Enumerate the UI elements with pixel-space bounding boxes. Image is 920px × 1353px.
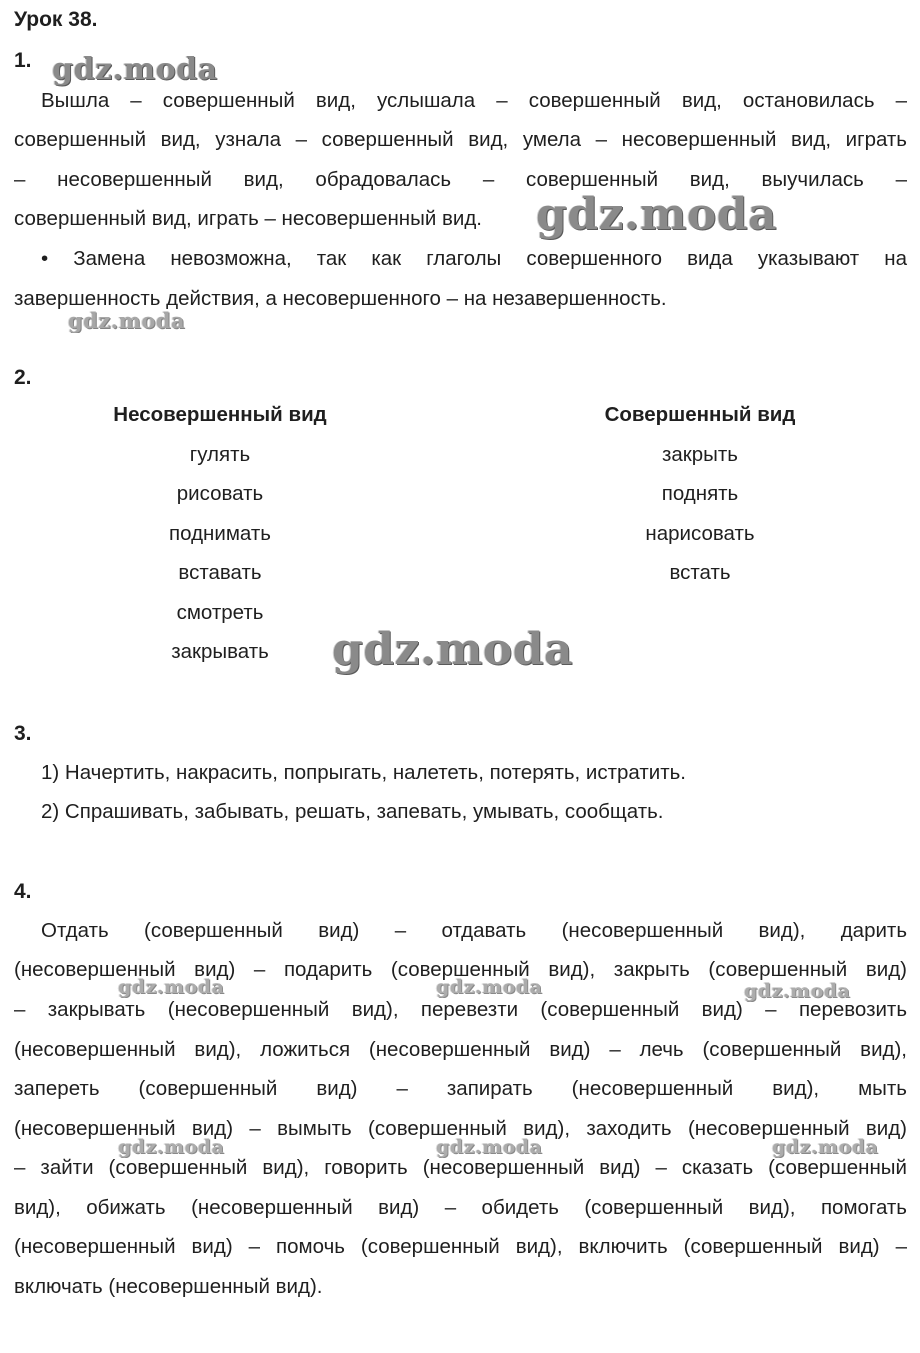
- imperfective-item: поднимать: [169, 522, 271, 545]
- task-4-line: – зайти (совершенный вид), говорить (несовершенный вид) – сказать (совершенный: [14, 1156, 907, 1179]
- perfective-item: нарисовать: [645, 522, 755, 545]
- task-4-line: (несовершенный вид) – вымыть (совершенный вид), заходить (несовершенный вид): [14, 1117, 907, 1140]
- perfective-item: встать: [669, 561, 731, 584]
- watermark: gdz.moda: [118, 1136, 225, 1158]
- task-3-number: 3.: [14, 722, 32, 745]
- task-1-note-line: завершенность действия, а несовершенного – на незавершенность.: [14, 287, 667, 310]
- lesson-title: Урок 38.: [14, 8, 98, 31]
- imperfective-heading: Несовершенный вид: [113, 403, 327, 426]
- task-2-number: 2.: [14, 366, 32, 389]
- watermark: gdz.moda: [52, 52, 218, 87]
- task-1-line: совершенный вид, узнала – совершенный вид, умела – несовершенный вид, играть: [14, 128, 907, 151]
- perfective-heading: Совершенный вид: [604, 403, 796, 426]
- task-3-line: 2) Спрашивать, забывать, решать, запевать, умывать, сообщать.: [41, 800, 664, 823]
- task-3-line: 1) Начертить, накрасить, попрыгать, налететь, потерять, истратить.: [41, 761, 686, 784]
- watermark: gdz.moda: [436, 976, 543, 998]
- watermark: gdz.moda: [118, 976, 225, 998]
- watermark: gdz.moda: [772, 1136, 879, 1158]
- task-1-line: – несовершенный вид, обрадовалась – совершенный вид, выучилась –: [14, 168, 907, 191]
- task-4-line: (несовершенный вид) – помочь (совершенный вид), включить (совершенный вид) –: [14, 1235, 907, 1258]
- watermark: gdz.moda: [332, 624, 574, 675]
- task-4-line: вид), обижать (несовершенный вид) – обидеть (совершенный вид), помогать: [14, 1196, 907, 1219]
- task-4-line: (несовершенный вид) – подарить (совершенный вид), закрыть (совершенный вид): [14, 958, 907, 981]
- task-1-line: совершенный вид, играть – несовершенный вид.: [14, 207, 482, 230]
- imperfective-item: гулять: [189, 443, 251, 466]
- imperfective-item: рисовать: [176, 482, 264, 505]
- task-1-number: 1.: [14, 49, 32, 72]
- watermark: gdz.moda: [436, 1136, 543, 1158]
- watermark: gdz.moda: [68, 308, 186, 333]
- watermark: gdz.moda: [536, 189, 778, 240]
- task-4-line: – закрывать (несовершенный вид), перевезти (совершенный вид) – перевозить: [14, 998, 907, 1021]
- perfective-item: закрыть: [662, 443, 738, 466]
- perfective-item: поднять: [661, 482, 739, 505]
- watermark: gdz.moda: [744, 980, 851, 1002]
- imperfective-item: закрывать: [171, 640, 269, 663]
- task-4-line: включать (несовершенный вид).: [14, 1275, 323, 1298]
- task-1-line: Вышла – совершенный вид, услышала – совершенный вид, остановилась –: [41, 89, 907, 112]
- task-1-note-line: • Замена невозможна, так как глаголы совершенного вида указывают на: [41, 247, 907, 270]
- imperfective-item: вставать: [178, 561, 262, 584]
- task-4-line: (несовершенный вид), ложиться (несовершенный вид) – лечь (совершенный вид),: [14, 1038, 907, 1061]
- task-4-number: 4.: [14, 880, 32, 903]
- imperfective-item: смотреть: [176, 601, 264, 624]
- task-4-line: Отдать (совершенный вид) – отдавать (несовершенный вид), дарить: [41, 919, 907, 942]
- task-4-line: запереть (совершенный вид) – запирать (несовершенный вид), мыть: [14, 1077, 907, 1100]
